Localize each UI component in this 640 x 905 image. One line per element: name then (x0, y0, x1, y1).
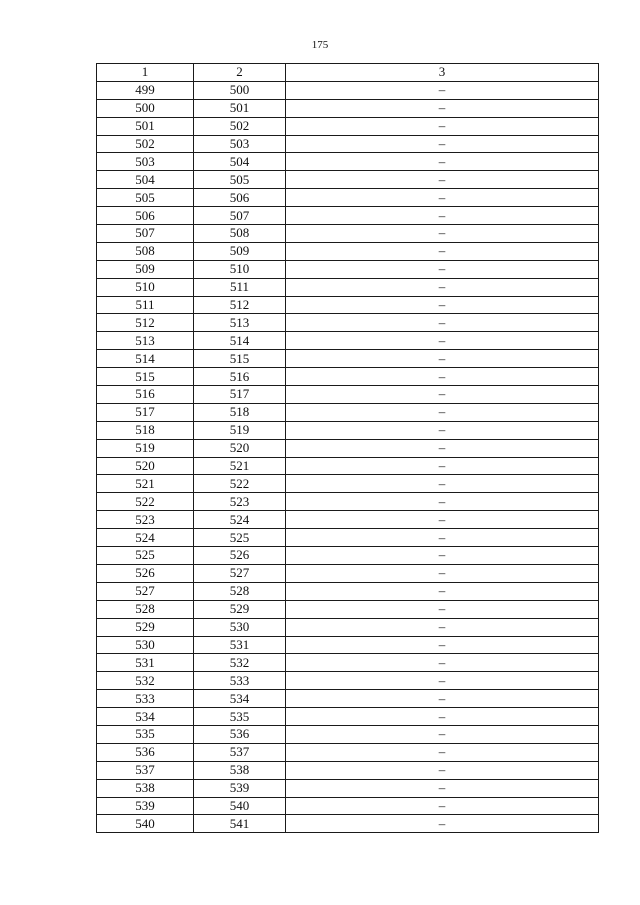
cell-col-2: 527 (194, 564, 286, 582)
cell-col-2: 513 (194, 314, 286, 332)
cell-col-1: 504 (97, 171, 194, 189)
cell-col-3: – (286, 708, 599, 726)
cell-col-1: 518 (97, 421, 194, 439)
cell-col-1: 499 (97, 81, 194, 99)
cell-col-3: – (286, 81, 599, 99)
cell-col-3: – (286, 600, 599, 618)
table-row (97, 654, 599, 672)
cell-col-3: – (286, 636, 599, 654)
cell-col-1: 534 (97, 708, 194, 726)
cell-col-2: 515 (194, 350, 286, 368)
table-row (97, 725, 599, 743)
column-header-2: 2 (194, 64, 286, 82)
cell-col-2: 509 (194, 242, 286, 260)
cell-col-1: 526 (97, 564, 194, 582)
table-row (97, 350, 599, 368)
table-row (97, 511, 599, 529)
cell-col-3: – (286, 135, 599, 153)
cell-col-3: – (286, 421, 599, 439)
cell-col-1: 540 (97, 815, 194, 833)
table-row (97, 600, 599, 618)
cell-col-1: 535 (97, 725, 194, 743)
table-row (97, 636, 599, 654)
cell-col-3: – (286, 779, 599, 797)
cell-col-1: 506 (97, 207, 194, 225)
table-row (97, 421, 599, 439)
cell-col-3: – (286, 690, 599, 708)
cell-col-1: 510 (97, 278, 194, 296)
cell-col-3: – (286, 529, 599, 547)
cell-col-1: 503 (97, 153, 194, 171)
cell-col-2: 514 (194, 332, 286, 350)
cell-col-3: – (286, 725, 599, 743)
table-row (97, 564, 599, 582)
cell-col-1: 507 (97, 225, 194, 243)
cell-col-2: 516 (194, 368, 286, 386)
cell-col-3: – (286, 475, 599, 493)
cell-col-3: – (286, 314, 599, 332)
cell-col-2: 524 (194, 511, 286, 529)
cell-col-2: 506 (194, 189, 286, 207)
table-row (97, 475, 599, 493)
table-row (97, 189, 599, 207)
column-header-3: 3 (286, 64, 599, 82)
cell-col-3: – (286, 547, 599, 565)
cell-col-1: 500 (97, 99, 194, 117)
cell-col-2: 538 (194, 761, 286, 779)
cell-col-1: 525 (97, 547, 194, 565)
cell-col-1: 511 (97, 296, 194, 314)
cell-col-2: 520 (194, 439, 286, 457)
cell-col-2: 531 (194, 636, 286, 654)
table-row (97, 439, 599, 457)
cell-col-2: 500 (194, 81, 286, 99)
cell-col-3: – (286, 672, 599, 690)
cell-col-2: 505 (194, 171, 286, 189)
cell-col-3: – (286, 761, 599, 779)
cell-col-2: 512 (194, 296, 286, 314)
cell-col-1: 513 (97, 332, 194, 350)
cell-col-1: 505 (97, 189, 194, 207)
column-header-1: 1 (97, 64, 194, 82)
cell-col-1: 517 (97, 403, 194, 421)
cell-col-1: 508 (97, 242, 194, 260)
cell-col-1: 522 (97, 493, 194, 511)
cell-col-2: 533 (194, 672, 286, 690)
cell-col-1: 523 (97, 511, 194, 529)
cell-col-1: 502 (97, 135, 194, 153)
cell-col-3: – (286, 654, 599, 672)
cell-col-1: 528 (97, 600, 194, 618)
cell-col-3: – (286, 386, 599, 404)
table-row (97, 690, 599, 708)
table-row (97, 242, 599, 260)
table-row (97, 743, 599, 761)
table-row (97, 672, 599, 690)
cell-col-3: – (286, 815, 599, 833)
cell-col-1: 527 (97, 582, 194, 600)
cell-col-1: 533 (97, 690, 194, 708)
cell-col-3: – (286, 564, 599, 582)
cell-col-3: – (286, 511, 599, 529)
cell-col-3: – (286, 242, 599, 260)
cell-col-1: 530 (97, 636, 194, 654)
table-row (97, 493, 599, 511)
table-row (97, 117, 599, 135)
cell-col-1: 538 (97, 779, 194, 797)
cell-col-2: 507 (194, 207, 286, 225)
cell-col-3: – (286, 260, 599, 278)
cell-col-2: 528 (194, 582, 286, 600)
cell-col-3: – (286, 403, 599, 421)
cell-col-1: 512 (97, 314, 194, 332)
cell-col-2: 525 (194, 529, 286, 547)
cell-col-2: 501 (194, 99, 286, 117)
table-row (97, 708, 599, 726)
cell-col-3: – (286, 207, 599, 225)
cell-col-3: – (286, 332, 599, 350)
table-row (97, 81, 599, 99)
cell-col-1: 529 (97, 618, 194, 636)
cell-col-1: 509 (97, 260, 194, 278)
cell-col-2: 511 (194, 278, 286, 296)
table-row (97, 779, 599, 797)
cell-col-2: 517 (194, 386, 286, 404)
table-row (97, 99, 599, 117)
cell-col-3: – (286, 171, 599, 189)
cell-col-3: – (286, 225, 599, 243)
table-row (97, 547, 599, 565)
table-row (97, 260, 599, 278)
cell-col-3: – (286, 350, 599, 368)
table-row (97, 797, 599, 815)
table-row (97, 403, 599, 421)
table-row (97, 135, 599, 153)
cell-col-3: – (286, 189, 599, 207)
cell-col-2: 503 (194, 135, 286, 153)
cell-col-3: – (286, 99, 599, 117)
cell-col-1: 532 (97, 672, 194, 690)
table-row (97, 153, 599, 171)
cell-col-2: 541 (194, 815, 286, 833)
cell-col-1: 515 (97, 368, 194, 386)
table-row (97, 618, 599, 636)
cell-col-3: – (286, 743, 599, 761)
cell-col-2: 518 (194, 403, 286, 421)
cell-col-1: 539 (97, 797, 194, 815)
cell-col-3: – (286, 618, 599, 636)
table-row (97, 815, 599, 833)
cell-col-1: 516 (97, 386, 194, 404)
table-row (97, 225, 599, 243)
cell-col-1: 531 (97, 654, 194, 672)
cell-col-1: 524 (97, 529, 194, 547)
cell-col-2: 523 (194, 493, 286, 511)
table-row (97, 171, 599, 189)
cell-col-3: – (286, 439, 599, 457)
cell-col-2: 508 (194, 225, 286, 243)
cell-col-2: 539 (194, 779, 286, 797)
cell-col-2: 510 (194, 260, 286, 278)
table-row (97, 314, 599, 332)
cell-col-2: 540 (194, 797, 286, 815)
cell-col-2: 532 (194, 654, 286, 672)
table-row (97, 582, 599, 600)
cell-col-1: 520 (97, 457, 194, 475)
cell-col-3: – (286, 582, 599, 600)
cell-col-3: – (286, 797, 599, 815)
table-row (97, 296, 599, 314)
cell-col-2: 526 (194, 547, 286, 565)
table-row (97, 386, 599, 404)
data-table (96, 63, 599, 833)
cell-col-2: 502 (194, 117, 286, 135)
cell-col-2: 519 (194, 421, 286, 439)
cell-col-3: – (286, 368, 599, 386)
cell-col-3: – (286, 278, 599, 296)
table-row (97, 368, 599, 386)
cell-col-1: 519 (97, 439, 194, 457)
cell-col-2: 537 (194, 743, 286, 761)
cell-col-3: – (286, 153, 599, 171)
cell-col-1: 514 (97, 350, 194, 368)
cell-col-2: 521 (194, 457, 286, 475)
cell-col-1: 536 (97, 743, 194, 761)
cell-col-2: 522 (194, 475, 286, 493)
table-row (97, 457, 599, 475)
cell-col-2: 536 (194, 725, 286, 743)
table-row (97, 332, 599, 350)
cell-col-1: 537 (97, 761, 194, 779)
cell-col-3: – (286, 493, 599, 511)
table-row (97, 278, 599, 296)
cell-col-1: 501 (97, 117, 194, 135)
cell-col-3: – (286, 457, 599, 475)
cell-col-2: 529 (194, 600, 286, 618)
cell-col-3: – (286, 117, 599, 135)
table-header-row (97, 64, 599, 82)
cell-col-2: 534 (194, 690, 286, 708)
cell-col-2: 535 (194, 708, 286, 726)
table-row (97, 529, 599, 547)
table-row (97, 761, 599, 779)
cell-col-2: 530 (194, 618, 286, 636)
table-body (97, 81, 599, 832)
cell-col-3: – (286, 296, 599, 314)
cell-col-1: 521 (97, 475, 194, 493)
table-row (97, 207, 599, 225)
cell-col-2: 504 (194, 153, 286, 171)
page-number: 175 (311, 39, 329, 51)
